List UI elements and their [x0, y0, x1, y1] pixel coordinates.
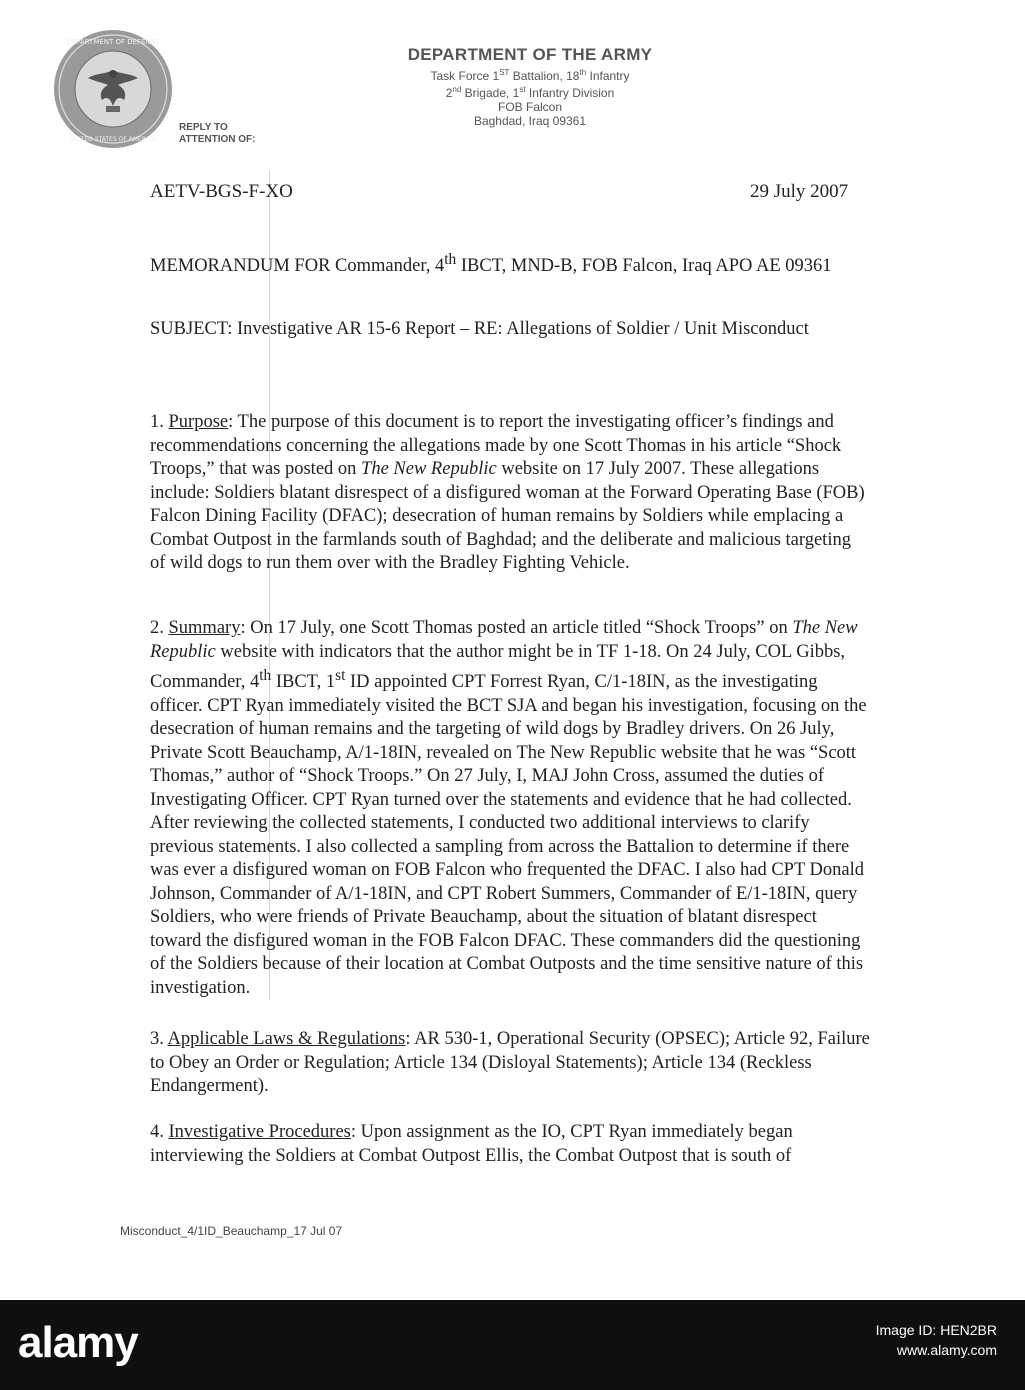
p2-text-d: ID appointed CPT Forrest Ryan, C/1-18IN, as the investigating officer. CPT Ryan immediately visited the BCT SJA and began his investigation, focusing on the desecration of human remains and the targeting of wild dogs by Bradley drivers. On 26 July, Private Scott Beauchamp, A/1-18IN, revealed on The New Republic website that he was “Scott Thomas,” author of “Shock Troops.” On 27 July, I, MAJ John Cross, assumed the duties of Investigating Officer. CPT Ryan turned over the statements and evidence that he had collected. After reviewing the collected statements, I conducted two additional interviews to clarify previous statements. I also collected a sampling from across the Battalion to determine if there was ever a disfigured woman on FOB Falcon who frequented the DFAC. I also had CPT Donald Johnson, Commander of A/1-18IN, and CPT Robert Summers, Commander of E/1-18IN, query Soldiers, who were friends of Private Beauchamp, about the situation of blatant disrespect toward the disfigured woman in the FOB Falcon DFAC. These commanders did the questioning of the Soldiers because of their location at Combat Outposts and the time sensitive nature of this investigation. — [150, 672, 867, 998]
letterhead-city: Baghdad, Iraq 09361 — [473, 114, 587, 128]
memo-post: IBCT, MND-B, FOB Falcon, Iraq APO AE 09361 — [456, 256, 832, 277]
p3-number: 3. — [150, 1029, 168, 1049]
stock-image-id: Image ID: HEN2BR — [875, 1322, 997, 1338]
document-footer: Misconduct_4/1ID_Beauchamp_17 Jul 07 — [120, 1224, 343, 1238]
lh2-sup2: st — [519, 85, 526, 94]
paragraph-summary — [150, 617, 870, 1000]
lh1-sup1: ST — [499, 68, 510, 77]
p2-text-b: website with indicators that the author might be in TF 1-18. On 24 July, COL Gibbs, Commander, 4 — [150, 641, 846, 693]
memo-pre: MEMORANDUM FOR Commander, 4 — [150, 256, 445, 277]
p4-number: 4. — [150, 1122, 169, 1142]
p2-sup2: st — [335, 667, 346, 684]
lh1-pre: Task Force 1 — [430, 69, 500, 83]
paragraph-applicable-laws — [150, 1028, 870, 1099]
lh2-mid: Brigade, 1 — [461, 86, 520, 100]
p3-text-a: : AR 530-1, Operational Security (OPSEC); Article 92, Failure to Obey an Order or Regulation; Article 134 (Disloyal Statements); Article 134 (Reckless Endangerment). — [150, 1029, 870, 1096]
lh2-sup1: nd — [452, 85, 462, 94]
paragraph-purpose — [150, 411, 870, 576]
letterhead-title: DEPARTMENT OF THE ARMY — [407, 45, 653, 64]
p3-heading: Applicable Laws & Regulations — [167, 1029, 406, 1049]
reply-to-line1: REPLY TO — [179, 122, 228, 133]
lh2-pre: 2 — [445, 86, 453, 100]
p2-text-a: : On 17 July, one Scott Thomas posted an article titled “Shock Troops” on — [240, 618, 793, 638]
p1-publication: The New Republic — [361, 459, 497, 479]
svg-text:UNITED STATES OF AMERICA: UNITED STATES OF AMERICA — [70, 136, 156, 143]
letterhead — [330, 44, 730, 128]
alamy-logo: alamy — [18, 1318, 138, 1367]
reply-to-line2: ATTENTION OF: — [179, 134, 256, 145]
p2-sup1: th — [259, 667, 272, 684]
letterhead-unit — [330, 66, 730, 83]
stock-image-info — [876, 1320, 997, 1360]
lh1-sup2: th — [579, 68, 587, 77]
letterhead-brigade — [330, 83, 730, 100]
lh1-post: Infantry — [586, 69, 630, 83]
p2-publication: The New Republic — [150, 618, 858, 662]
memo-for-line — [150, 248, 870, 279]
subject-line: SUBJECT: Investigative AR 15-6 Report – RE: Allegations of Soldier / Unit Misconduct — [150, 319, 809, 339]
p1-text-a: : The purpose of this document is to report the investigating officer’s findings and recommendations concerning the allegations made by one Scott Thomas in his article “Shock Troops,” that was posted on — [150, 412, 842, 479]
p1-text-b: website on 17 July 2007. These allegations include: Soldiers blatant disrespect of a disfigured woman at the Forward Operating Base (FOB) Falcon Dining Facility (DFAC); desecration of human remains by Soldiers while emplacing a Combat Outpost in the farmlands south of Baghdad; and the deliberate and malicious targeting of wild dogs to run them over with the Bradley Fighting Vehicle. — [150, 459, 865, 573]
office-symbol: AETV-BGS-F-XO — [150, 181, 293, 202]
lh1-mid: Battalion, 18 — [509, 69, 580, 83]
p2-text-c: IBCT, 1 — [271, 672, 336, 693]
lh2-post: Infantry Division — [525, 86, 615, 100]
paragraph-investigative-procedures — [150, 1121, 870, 1168]
p4-heading: Investigative Procedures — [168, 1122, 351, 1142]
stock-url: www.alamy.com — [896, 1342, 997, 1358]
p2-number: 2. — [150, 618, 169, 638]
p4-text-a: : Upon assignment as the IO, CPT Ryan immediately began interviewing the Soldiers at Combat Outpost Ellis, the Combat Outpost that is south of — [150, 1122, 793, 1166]
memo-date: 29 July 2007 — [750, 181, 849, 202]
p1-heading: Purpose — [168, 412, 229, 432]
department-of-defense-seal — [52, 28, 174, 150]
reply-to-label — [179, 122, 255, 146]
svg-text:DEPARTMENT OF DEFENSE: DEPARTMENT OF DEFENSE — [66, 38, 160, 46]
p2-heading: Summary — [168, 618, 241, 638]
letterhead-base: FOB Falcon — [497, 100, 563, 114]
stock-watermark-bar — [0, 1300, 1025, 1390]
p1-number: 1. — [150, 412, 169, 432]
memo-sup: th — [444, 251, 457, 268]
